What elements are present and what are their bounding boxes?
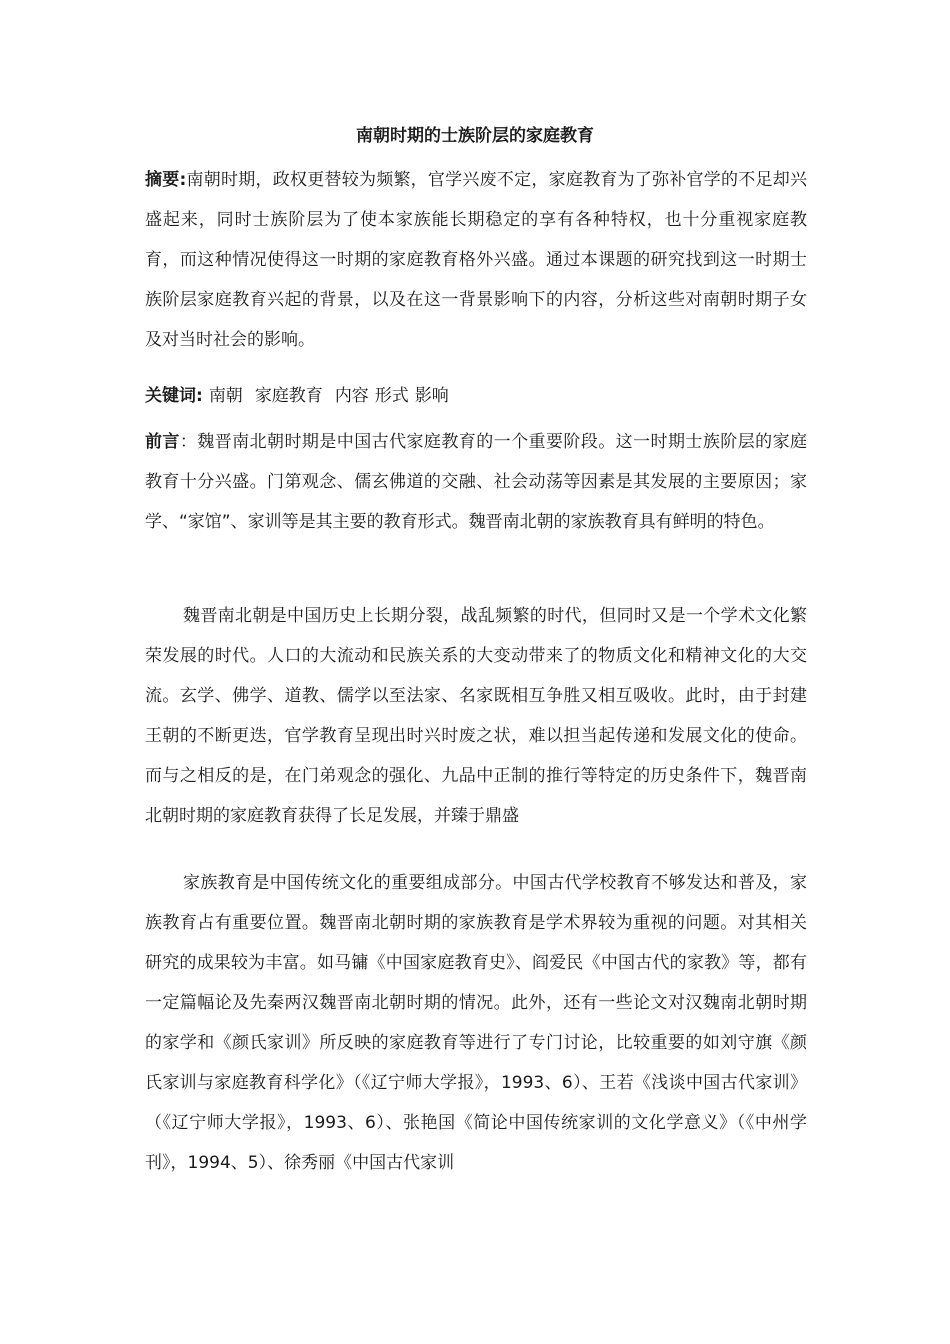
keyword-item: 家庭教育 bbox=[254, 386, 323, 406]
keyword-item: 影响 bbox=[414, 386, 449, 406]
body-paragraph: 魏晋南北朝是中国历史上长期分裂，战乱频繁的时代，但同时又是一个学术文化繁荣发展的时代。人口的大流动和民族关系的大变动带来了的物质文化和精神文化的大交流。玄学、佛学、道教、儒学以至法家、名家既相互争胜又相互吸收。此时，由于封建王朝的不断更迭，官学教育呈现出时兴时废之状，难以担当起传递和发展文化的使命。而与之相反的是，在门弟观念的强化、九品中正制的推行等特定的历史条件下，魏晋南北朝时期的家庭教育获得了长足发展，并臻于鼎盛 bbox=[145, 606, 807, 826]
abstract-text: 南朝时期，政权更替较为频繁，官学兴废不定，家庭教育为了弥补官学的不足却兴盛起来，同时士族阶层为了使本家族能长期稳定的享有各种特权，也十分重视家庭教育，而这种情况使得这一时期的家庭教育格外兴盛。通过本课题的研究找到这一时期士族阶层家庭教育兴起的背景，以及在这一背景影响下的内容，分析这些对南朝时期子女及对当时社会的影响。 bbox=[145, 170, 807, 350]
keywords-line bbox=[145, 376, 807, 416]
preface-paragraph bbox=[145, 422, 807, 542]
abstract-paragraph bbox=[145, 160, 807, 360]
keywords-label: 关键词: bbox=[145, 386, 203, 406]
preface-label: 前言 bbox=[145, 432, 180, 452]
body-paragraph: 家族教育是中国传统文化的重要组成部分。中国古代学校教育不够发达和普及，家族教育占有重要位置。魏晋南北朝时期的家族教育是学术界较为重视的问题。对其相关研究的成果较为丰富。如马镛《中国家庭教育史》、阎爱民《中国古代的家教》等，都有一定篇幅论及先秦两汉魏晋南北朝时期的情况。此外，还有一些论文对汉魏南北朝时期的家学和《颜氏家训》所反映的家庭教育等进行了专门讨论，比较重要的如刘守旗《颜氏家训与家庭教育科学化》（《辽宁师大学报》，1993、6）、王若《浅谈中国古代家训》（《辽宁师大学报》，1993、6）、张艳国《简论中国传统家训的文化学意义》（《中州学刊》，1994、5）、徐秀丽《中国古代家训 bbox=[145, 873, 807, 1173]
keyword-item: 南朝 bbox=[208, 386, 243, 406]
keyword-item: 内容 bbox=[334, 386, 369, 406]
keyword-item: 形式 bbox=[374, 386, 409, 406]
preface-text: ：魏晋南北朝时期是中国古代家庭教育的一个重要阶段。这一时期士族阶层的家庭教育十分兴盛。门第观念、儒玄佛道的交融、社会动荡等因素是其发展的主要原因；家学、“家馆”、家训等是其主要的教育形式。魏晋南北朝的家族教育具有鲜明的特色。 bbox=[145, 432, 808, 532]
abstract-label: 摘要: bbox=[145, 170, 187, 190]
document-title: 南朝时期的士族阶层的家庭教育 bbox=[356, 126, 594, 146]
